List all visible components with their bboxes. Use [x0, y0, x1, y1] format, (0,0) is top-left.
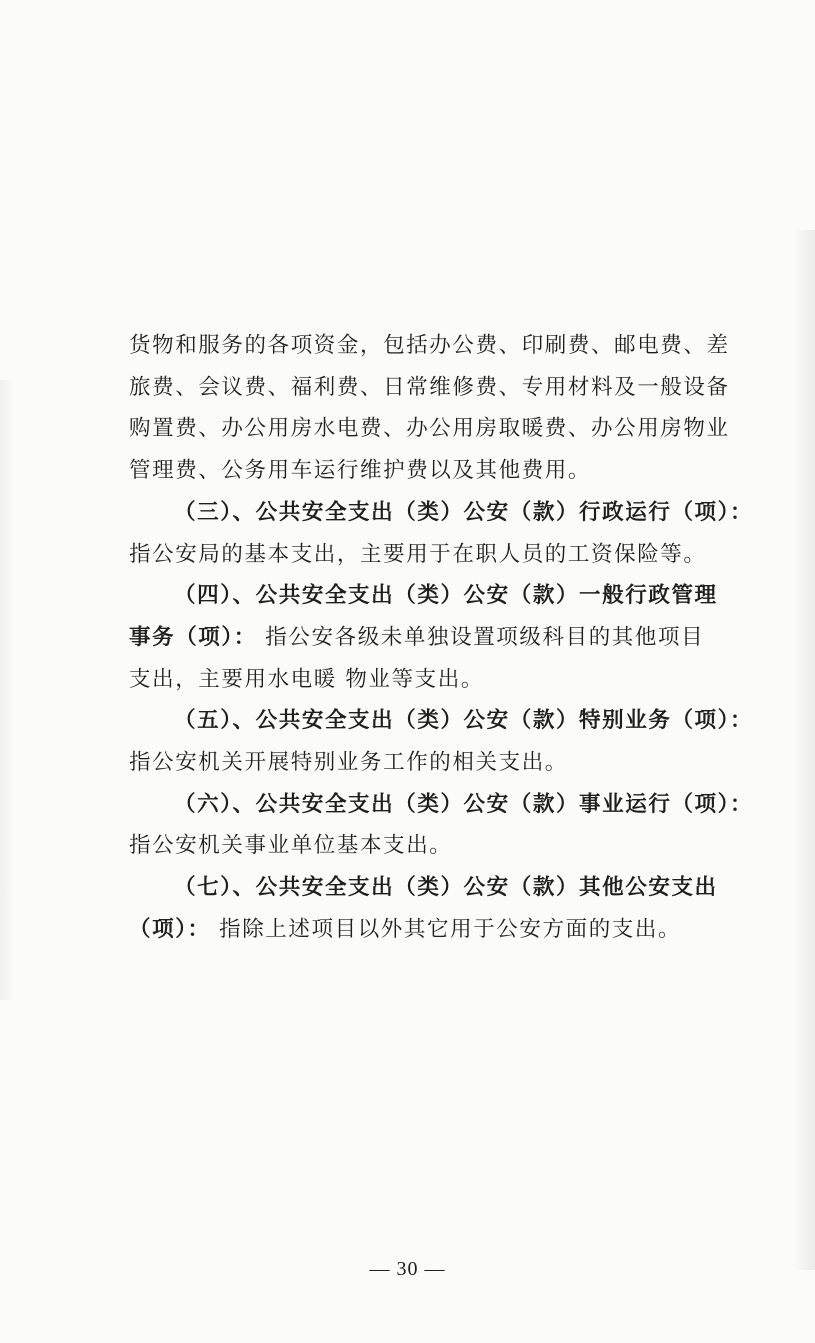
- text-line: 旅费、会议费、福利费、日常维修费、专用材料及一般设备: [129, 374, 730, 400]
- section-heading-4-cont: 事务（项）：: [129, 624, 257, 650]
- scan-shadow-right: [793, 230, 815, 1270]
- text-line: 管理费、公务用车运行维护费以及其他费用。: [129, 458, 592, 484]
- section-7-text: 指除上述项目以外其它用于公安方面的支出。: [210, 916, 682, 942]
- section-heading-5: （五）、公共安全支出（类）公安（款）特别业务（项）：: [174, 708, 754, 734]
- text-line: 支出，主要用水电暖 物业等支出。: [129, 666, 484, 692]
- section-heading-4: （四）、公共安全支出（类）公安（款）一般行政管理: [174, 583, 718, 609]
- section-heading-6: （六）、公共安全支出（类）公安（款）事业运行（项）：: [174, 791, 754, 817]
- text-line: 货物和服务的各项资金，包括办公费、印刷费、邮电费、差: [129, 333, 730, 358]
- text-line: [129, 617, 705, 659]
- text-line: 指公安机关事业单位基本支出。: [129, 833, 453, 859]
- section-heading-3: （三）、公共安全支出（类）公安（款）行政运行（项）：: [174, 499, 754, 525]
- text-line: [129, 909, 689, 951]
- scan-shadow-left: [0, 380, 14, 1000]
- text-line: 指公安机关开展特别业务工作的相关支出。: [129, 750, 568, 776]
- text-line: 购置费、办公用房水电费、办公用房取暖费、办公用房物业: [129, 416, 730, 442]
- text-line: 指公安局的基本支出，主要用于在职人员的工资保险等。: [129, 541, 707, 567]
- section-heading-7-cont: （项）：: [129, 916, 211, 942]
- body-text: [129, 325, 754, 951]
- page-number: — 30 —: [369, 1258, 446, 1280]
- section-4-text: 指公安各级未单独设置项级科目的其他项目: [256, 624, 705, 650]
- section-heading-7: （七）、公共安全支出（类）公安（款）其他公安支出: [174, 875, 718, 901]
